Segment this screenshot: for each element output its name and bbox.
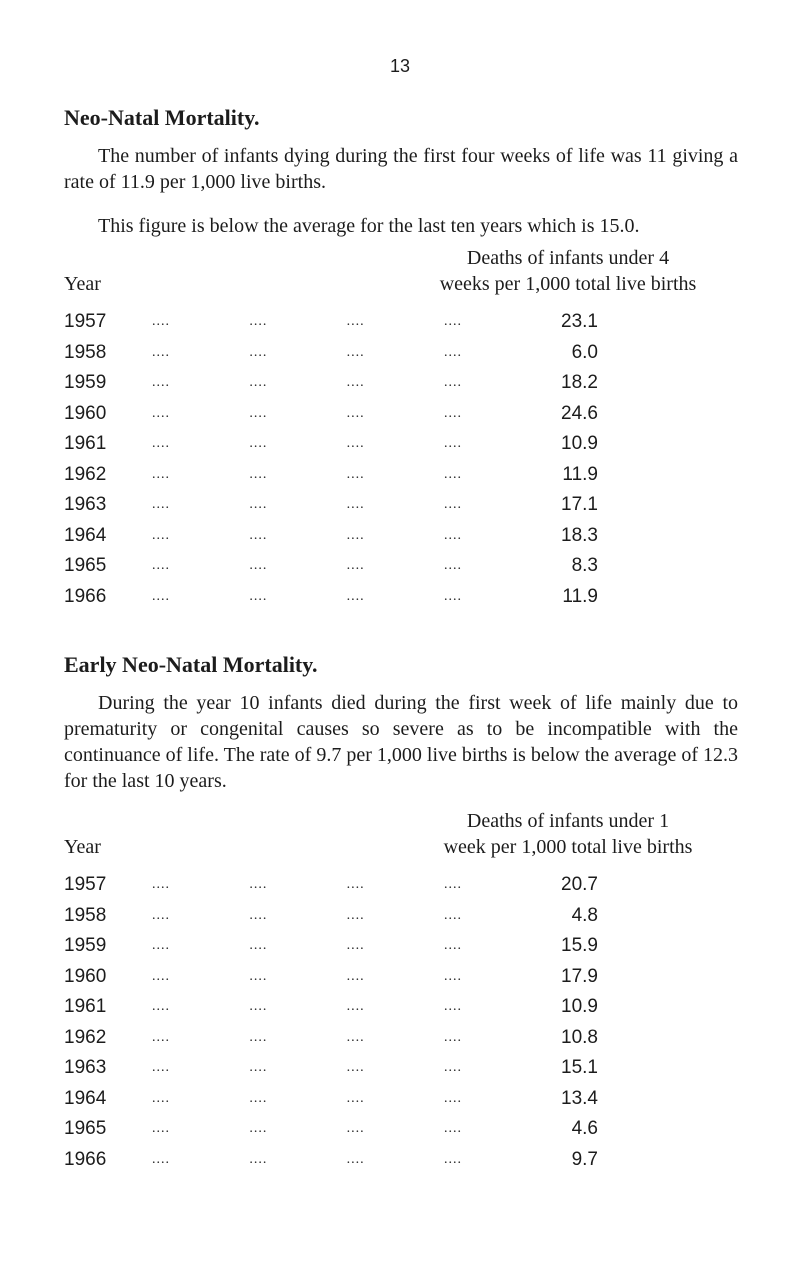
leader-dot-group: .... — [346, 1090, 365, 1106]
leader-dot-group: .... — [443, 527, 462, 543]
leader-dot-group: .... — [346, 877, 365, 892]
rate-cell: 11.9 — [562, 463, 598, 485]
leader-dot-group: .... — [249, 527, 268, 543]
leader-dot-group: .... — [443, 907, 462, 923]
leader-dot-group: .... — [346, 558, 365, 573]
leader-dot-group: .... — [443, 1151, 462, 1167]
leader-dot-group: .... — [152, 1121, 170, 1136]
leader-dot-group: .... — [443, 558, 462, 573]
leader-dot-group: .... — [346, 466, 365, 482]
leader-dots — [152, 870, 462, 900]
table-row — [64, 460, 738, 491]
year-cell: 1960 — [64, 402, 107, 424]
year-cell: 1959 — [64, 372, 107, 393]
leader-dot-group: .... — [443, 466, 462, 482]
year-cell: 1962 — [64, 463, 107, 485]
leader-dot-group: .... — [346, 405, 365, 421]
leader-dot-group: .... — [346, 938, 365, 953]
leader-dot-group: .... — [249, 436, 268, 451]
leader-dot-group: .... — [152, 938, 170, 953]
leader-dot-group: .... — [443, 1060, 462, 1075]
rate-cell: 15.9 — [561, 935, 598, 956]
neo-natal-table — [64, 245, 738, 612]
leader-dot-group: .... — [346, 1029, 365, 1045]
leader-dot-group: .... — [152, 497, 170, 512]
year-cell: 1964 — [64, 524, 107, 546]
leader-dots — [152, 551, 462, 581]
leader-dot-group: .... — [443, 588, 462, 604]
leader-dot-group: .... — [152, 1151, 170, 1167]
leader-dot-group: .... — [249, 344, 268, 360]
rate-cell: 11.9 — [562, 585, 598, 607]
leader-dot-group: .... — [443, 344, 462, 360]
table-row — [64, 521, 738, 552]
section-heading: Neo-Natal Mortality. — [64, 105, 260, 130]
early-neo-natal-section — [64, 650, 738, 1175]
leader-dots — [152, 1023, 462, 1053]
leader-dots — [152, 582, 462, 612]
rate-cell: 15.1 — [561, 1057, 598, 1078]
year-cell: 1958 — [64, 904, 107, 926]
leader-dot-group: .... — [249, 1060, 268, 1075]
leader-dot-group: .... — [152, 1029, 170, 1045]
table-header — [64, 245, 738, 297]
leader-dot-group: .... — [249, 1151, 268, 1167]
table-row — [64, 1145, 738, 1176]
leader-dot-group: .... — [249, 558, 268, 573]
leader-dot-group: .... — [443, 436, 462, 451]
year-cell: 1966 — [64, 1148, 107, 1170]
rate-column-header — [398, 245, 738, 297]
leader-dot-group: .... — [249, 1090, 268, 1106]
rate-cell: 18.2 — [561, 372, 598, 393]
leader-dot-group: .... — [346, 907, 365, 923]
year-cell: 1966 — [64, 585, 107, 607]
leader-dots — [152, 368, 462, 398]
leader-dot-group: .... — [152, 999, 170, 1014]
leader-dot-group: .... — [249, 999, 268, 1014]
table-row — [64, 1114, 738, 1145]
leader-dot-group: .... — [152, 344, 170, 360]
leader-dot-group: .... — [346, 999, 365, 1014]
table-row — [64, 1053, 738, 1084]
leader-dots — [152, 490, 462, 520]
rate-cell: 24.6 — [561, 402, 598, 424]
leader-dot-group: .... — [443, 1121, 462, 1136]
leader-dots — [152, 962, 462, 992]
leader-dot-group: .... — [443, 999, 462, 1014]
leader-dot-group: .... — [152, 375, 170, 390]
table-row — [64, 429, 738, 460]
paragraph: The number of infants dying during the first four weeks of life was 11 giving a rate of 11.9 per 1,000 live births. — [64, 145, 738, 193]
leader-dot-group: .... — [249, 466, 268, 482]
paragraph: This figure is below the average for the last ten years which is 15.0. — [98, 215, 640, 237]
leader-dot-group: .... — [443, 375, 462, 390]
table-row — [64, 901, 738, 932]
leader-dots — [152, 521, 462, 551]
year-cell: 1959 — [64, 935, 107, 956]
leader-dots — [152, 1145, 462, 1175]
leader-dot-group: .... — [443, 938, 462, 953]
table-row — [64, 992, 738, 1023]
leader-dot-group: .... — [249, 968, 268, 984]
leader-dot-group: .... — [443, 405, 462, 421]
leader-dot-group: .... — [443, 1029, 462, 1045]
table-row — [64, 338, 738, 369]
year-cell: 1965 — [64, 1118, 107, 1139]
leader-dot-group: .... — [443, 877, 462, 892]
table-row — [64, 1023, 738, 1054]
leader-dot-group: .... — [346, 436, 365, 451]
rate-cell: 10.8 — [561, 1026, 598, 1048]
leader-dot-group: .... — [152, 405, 170, 421]
rate-cell: 18.3 — [561, 524, 598, 546]
leader-dot-group: .... — [152, 968, 170, 984]
leader-dot-group: .... — [443, 1090, 462, 1106]
leader-dot-group: .... — [152, 907, 170, 923]
table-row — [64, 582, 738, 613]
leader-dots — [152, 460, 462, 490]
leader-dot-group: .... — [346, 588, 365, 604]
year-cell: 1961 — [64, 996, 107, 1017]
leader-dots — [152, 931, 462, 961]
leader-dot-group: .... — [152, 558, 170, 573]
rate-cell: 23.1 — [561, 311, 598, 332]
leader-dot-group: .... — [249, 938, 268, 953]
rate-cell: 8.3 — [571, 555, 598, 576]
leader-dots — [152, 901, 462, 931]
year-cell: 1962 — [64, 1026, 107, 1048]
rate-cell: 9.7 — [571, 1148, 598, 1170]
leader-dots — [152, 1084, 462, 1114]
leader-dot-group: .... — [152, 466, 170, 482]
year-column-header: Year — [64, 836, 101, 858]
table-row — [64, 870, 738, 901]
leader-dot-group: .... — [346, 314, 365, 329]
leader-dots — [152, 1114, 462, 1144]
table-row — [64, 490, 738, 521]
leader-dot-group: .... — [249, 314, 268, 329]
leader-dot-group: .... — [249, 588, 268, 604]
leader-dot-group: .... — [346, 344, 365, 360]
leader-dot-group: .... — [152, 1060, 170, 1075]
year-cell: 1963 — [64, 1057, 107, 1078]
year-cell: 1963 — [64, 494, 107, 515]
leader-dot-group: .... — [249, 1121, 268, 1136]
table-row — [64, 931, 738, 962]
rate-cell: 4.8 — [571, 904, 598, 926]
leader-dots — [152, 429, 462, 459]
leader-dot-group: .... — [152, 877, 170, 892]
leader-dot-group: .... — [249, 907, 268, 923]
paragraph: During the year 10 infants died during the first week of life mainly due to prematurity or congenital causes so severe as to be incompatible with the continuance of life. The rate of 9.7 per 1,000 live births is below the average of 12.3 for the last 10 years. — [64, 692, 738, 792]
year-cell: 1957 — [64, 874, 107, 895]
table-body — [64, 307, 738, 612]
leader-dot-group: .... — [152, 436, 170, 451]
leader-dots — [152, 1053, 462, 1083]
table-row — [64, 399, 738, 430]
leader-dot-group: .... — [249, 405, 268, 421]
leader-dot-group: .... — [249, 877, 268, 892]
leader-dot-group: .... — [152, 588, 170, 604]
leader-dot-group: .... — [346, 375, 365, 390]
rate-cell: 10.9 — [561, 996, 598, 1017]
table-row — [64, 551, 738, 582]
section-heading: Early Neo-Natal Mortality. — [64, 652, 318, 677]
leader-dot-group: .... — [152, 314, 170, 329]
rate-cell: 4.6 — [571, 1118, 598, 1139]
year-cell: 1957 — [64, 311, 107, 332]
year-cell: 1964 — [64, 1087, 107, 1109]
rate-header-line1: Deaths of infants under 1 — [466, 810, 670, 832]
rate-column-header — [398, 808, 738, 860]
leader-dots — [152, 399, 462, 429]
page-number: 13 — [389, 56, 411, 76]
rate-cell: 10.9 — [561, 433, 598, 454]
leader-dot-group: .... — [249, 375, 268, 390]
rate-cell: 6.0 — [571, 341, 598, 363]
year-column-header: Year — [64, 273, 101, 295]
leader-dot-group: .... — [443, 314, 462, 329]
rate-cell: 17.9 — [561, 965, 598, 987]
table-row — [64, 1084, 738, 1115]
leader-dot-group: .... — [346, 1121, 365, 1136]
table-row — [64, 962, 738, 993]
table-row — [64, 368, 738, 399]
rate-cell: 20.7 — [561, 874, 598, 895]
leader-dot-group: .... — [443, 497, 462, 512]
leader-dots — [152, 307, 462, 337]
table-header — [64, 808, 738, 860]
rate-header-line2: weeks per 1,000 total live births — [439, 273, 697, 295]
rate-header-line1: Deaths of infants under 4 — [466, 247, 670, 269]
leader-dot-group: .... — [346, 497, 365, 512]
leader-dot-group: .... — [249, 497, 268, 512]
rate-cell: 17.1 — [561, 494, 598, 515]
leader-dot-group: .... — [443, 968, 462, 984]
leader-dots — [152, 338, 462, 368]
year-cell: 1965 — [64, 555, 107, 576]
rate-header-line2: week per 1,000 total live births — [443, 836, 693, 858]
leader-dots — [152, 992, 462, 1022]
leader-dot-group: .... — [346, 1060, 365, 1075]
neo-natal-section — [64, 103, 738, 612]
leader-dot-group: .... — [346, 527, 365, 543]
leader-dot-group: .... — [249, 1029, 268, 1045]
early-neo-natal-table — [64, 808, 738, 1175]
table-body — [64, 870, 738, 1175]
year-cell: 1958 — [64, 341, 107, 363]
year-cell: 1961 — [64, 433, 107, 454]
rate-cell: 13.4 — [561, 1087, 598, 1109]
leader-dot-group: .... — [152, 1090, 170, 1106]
table-row — [64, 307, 738, 338]
year-cell: 1960 — [64, 965, 107, 987]
leader-dot-group: .... — [346, 968, 365, 984]
leader-dot-group: .... — [346, 1151, 365, 1167]
leader-dot-group: .... — [152, 527, 170, 543]
